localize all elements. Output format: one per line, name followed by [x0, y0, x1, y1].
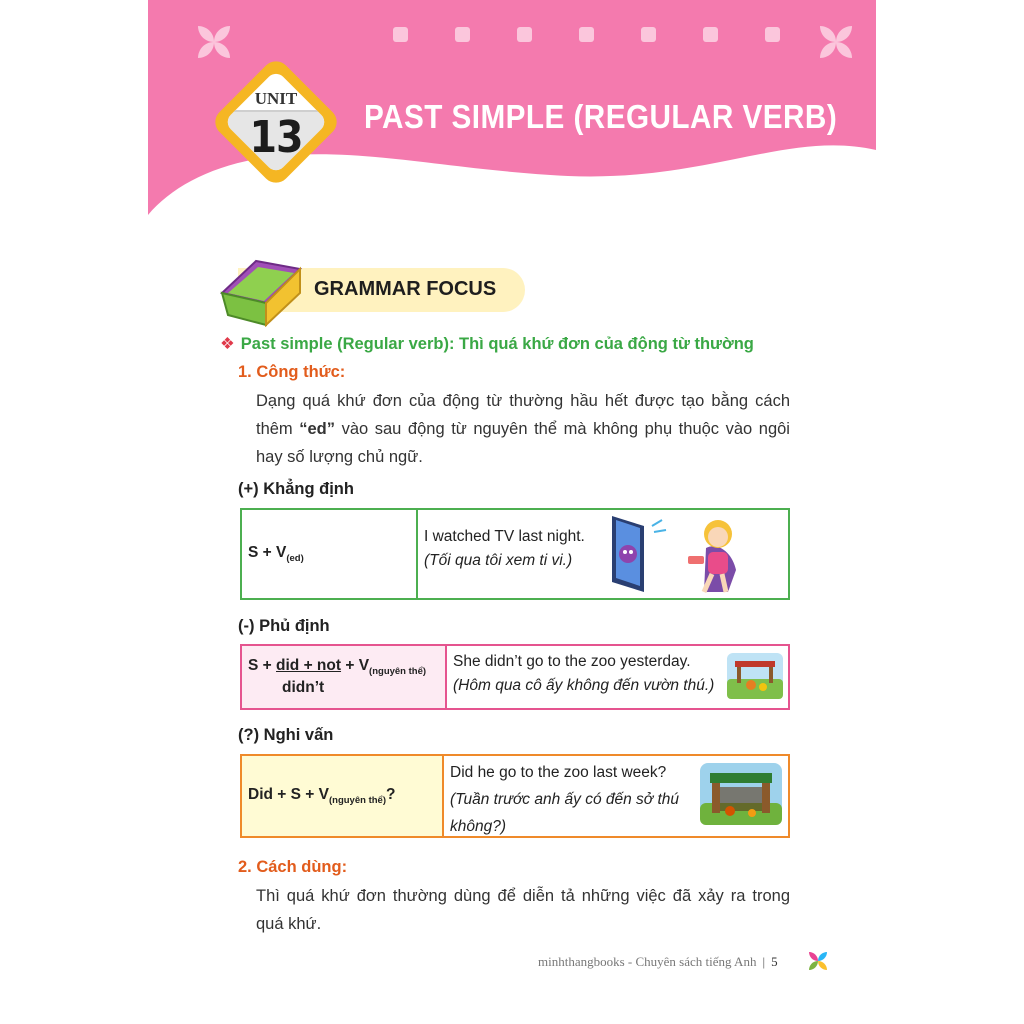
question-sentence: Did he go to the zoo last week? — [450, 764, 667, 781]
lesson-heading — [220, 334, 754, 354]
question-formula: Did + $S + V_{(nguyên thể)}$? — [242, 756, 444, 836]
affirmative-example — [418, 510, 788, 598]
ed-suffix: “ed” — [299, 420, 336, 438]
footer-brand: minhthangbooks - Chuyên sách tiếng Anh — [538, 954, 757, 969]
negative-translation: (Hôm qua cô ấy không đến vườn thú.) — [453, 677, 715, 694]
flower-logo-icon — [807, 950, 829, 972]
usage-title: 2. Cách dùng: — [238, 858, 348, 876]
affirmative-translation: (Tối qua tôi xem ti vi.) — [424, 552, 573, 569]
footer-separator: | — [762, 954, 766, 969]
formula-paragraph — [256, 387, 790, 471]
textbook-page — [148, 0, 876, 1024]
unit-title: PAST SIMPLE (REGULAR VERB) — [364, 98, 838, 135]
question-translation-2: không?) — [450, 818, 507, 835]
affirmative-sentence: I watched TV last night. — [424, 528, 585, 545]
unit-number: 13 — [249, 112, 303, 163]
usage-line-2: quá khứ. — [256, 915, 322, 933]
affirmative-table — [240, 508, 790, 600]
usage-paragraph — [256, 882, 790, 938]
usage-line-1: Thì quá khứ đơn thường dùng để diễn tả những việc đã xảy ra trong — [256, 887, 790, 905]
question-label: (?) Nghi vấn — [238, 726, 334, 744]
zoo-gate-illustration — [700, 763, 782, 825]
bullet-icon: ❖ — [220, 335, 235, 353]
affirmative-label: (+) Khẳng định — [238, 480, 354, 498]
zoo-illustration — [727, 653, 783, 699]
formula-line-1: Dạng quá khứ đơn của động từ thường hầu hết được tạo bằng cách — [256, 392, 790, 410]
didnt-text: didn’t — [282, 679, 325, 697]
tv-girl-illustration — [608, 512, 778, 596]
affirmative-formula: $S + V_{(ed)}$ — [242, 510, 418, 598]
formula-line-2: thêm “ed” vào sau động từ nguyên thể mà không phụ thuộc vào ngôi — [256, 420, 790, 438]
did-not-text: did + not — [276, 656, 342, 674]
negative-table — [240, 644, 790, 710]
question-example — [444, 756, 788, 836]
question-table — [240, 754, 790, 838]
question-translation-1: (Tuần trước anh ấy có đến sở thú — [450, 791, 680, 808]
negative-sentence: She didn’t go to the zoo yesterday. — [453, 653, 691, 670]
page-number: 5 — [771, 954, 778, 969]
negative-label: (-) Phủ định — [238, 617, 330, 635]
lesson-heading-text: Past simple (Regular verb): Thì quá khứ đơn của động từ thường — [240, 335, 754, 353]
grammar-focus-title: GRAMMAR FOCUS — [314, 278, 497, 300]
formula-title: 1. Công thức: — [238, 363, 346, 381]
unit-label: UNIT — [254, 89, 298, 108]
negative-example — [447, 646, 788, 708]
negative-formula: S + did + not + $V_{(nguyên thể)}$ didn’t — [242, 646, 447, 708]
page-footer — [538, 954, 778, 970]
formula-line-3: hay số lượng chủ ngữ. — [256, 448, 423, 466]
